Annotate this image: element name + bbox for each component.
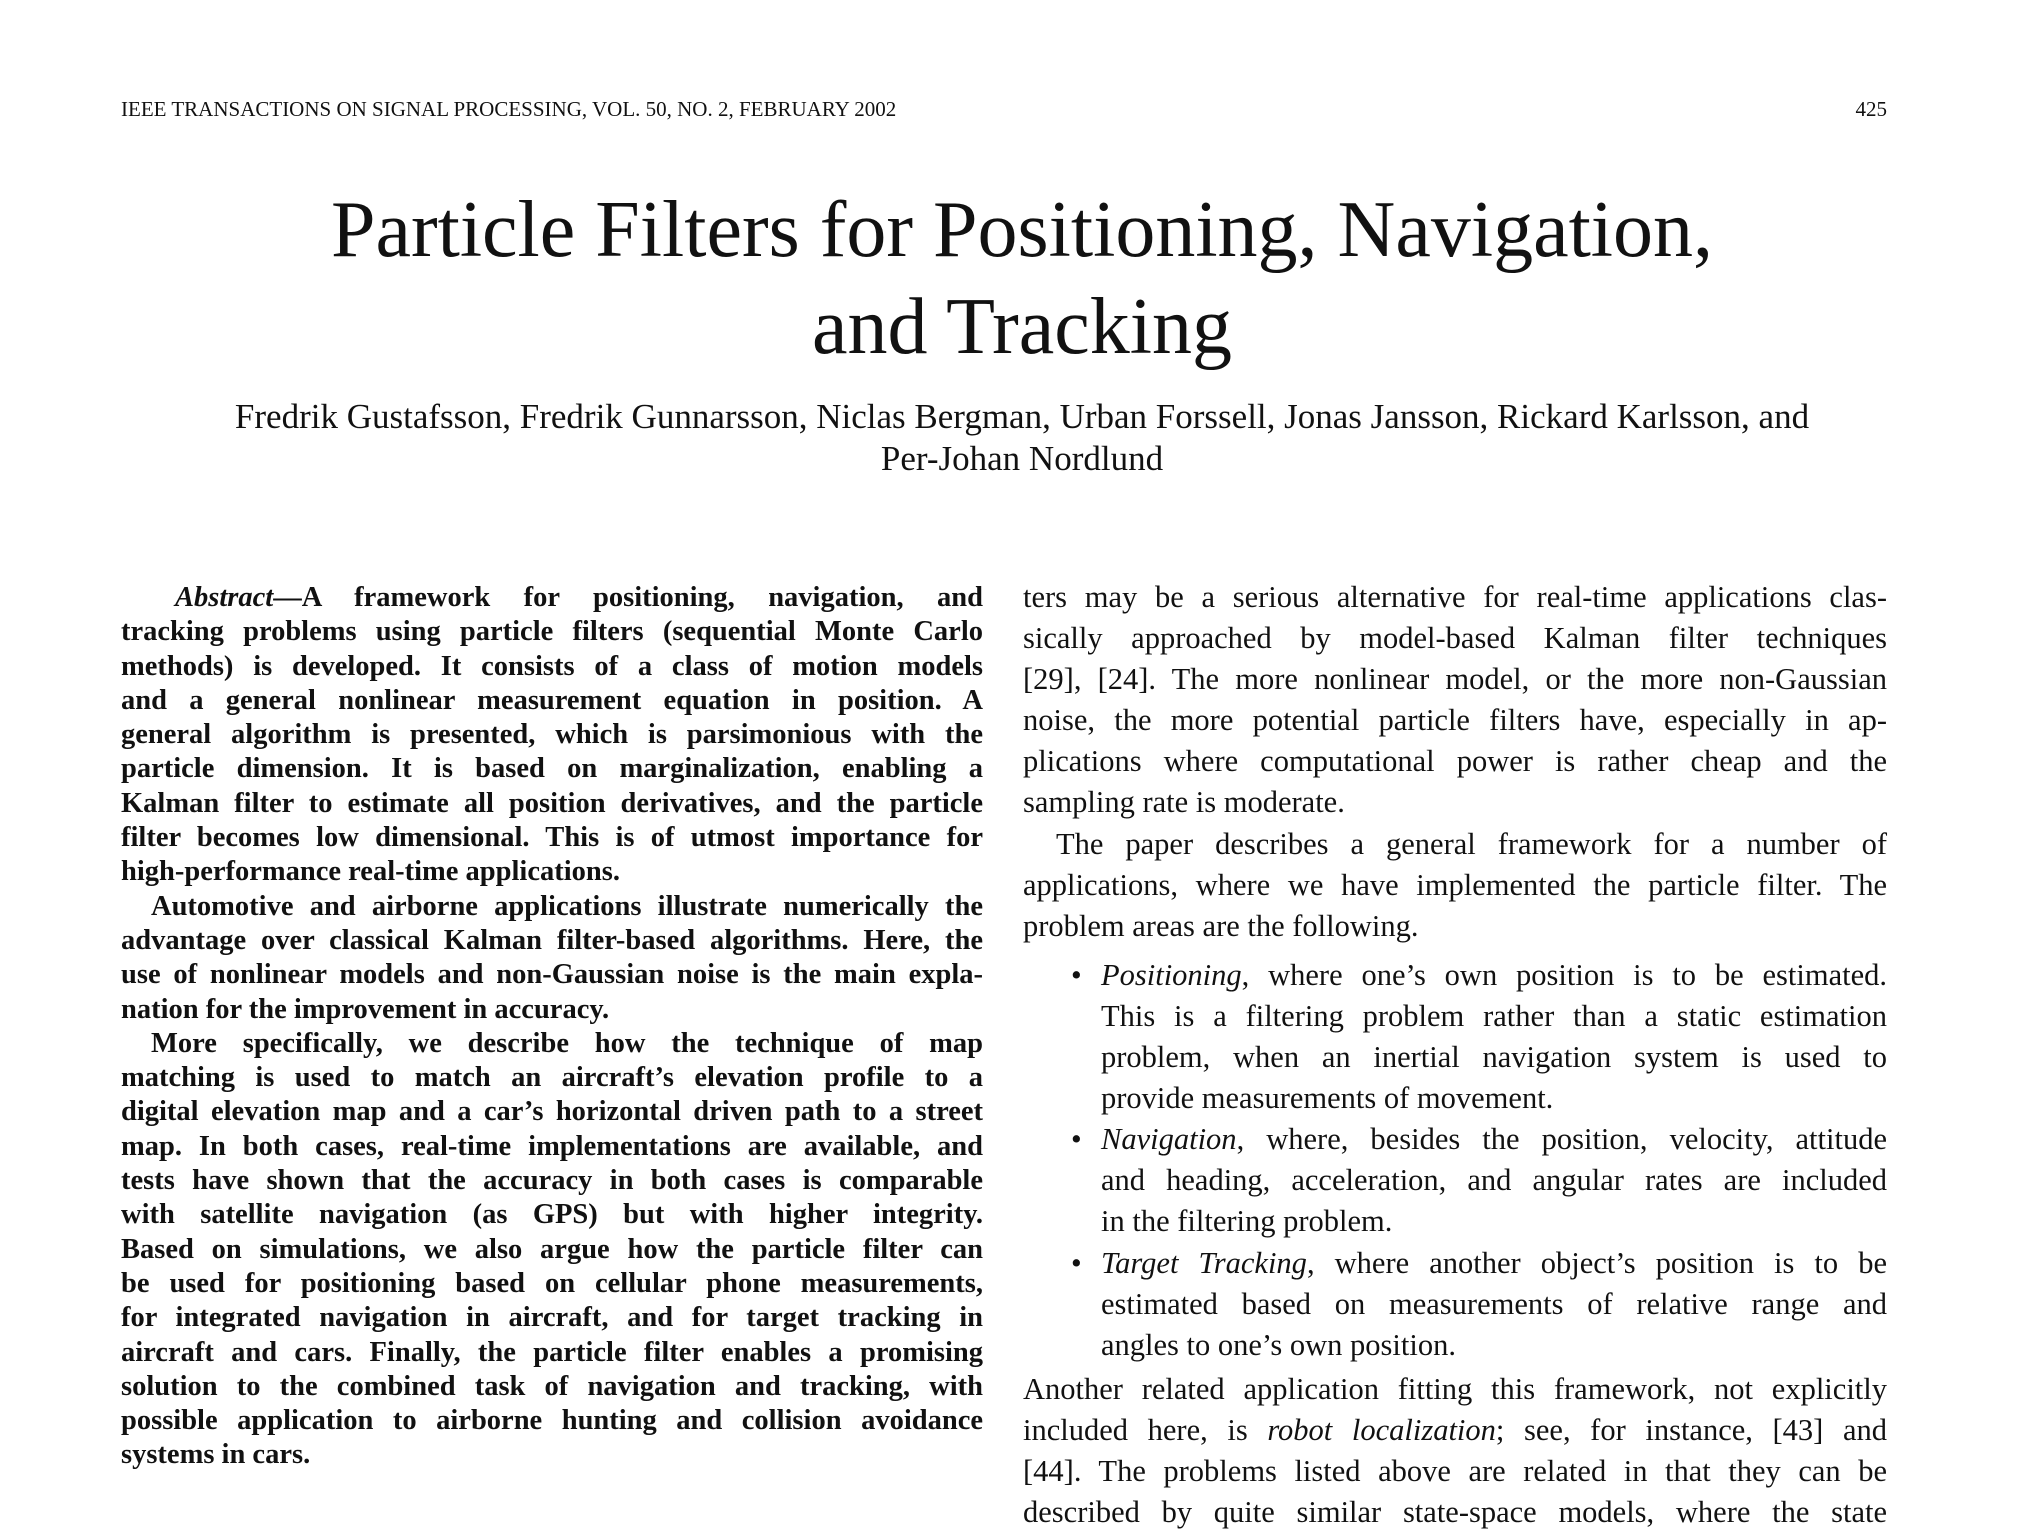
text-run: possible application to airborne hunting and collision avoidance	[121, 1405, 983, 1437]
text-run: tests have shown that the accuracy in both cases is comparable	[121, 1165, 983, 1197]
text-run: noise, the more potential particle filters have, especially in ap-	[1023, 703, 1887, 738]
abstract-paragraph	[121, 581, 983, 890]
text-line	[1023, 741, 1887, 782]
bullet-icon: •	[1071, 957, 1082, 992]
italic-text: Positioning	[1101, 957, 1242, 992]
text-run: sampling rate is moderate.	[1023, 785, 1345, 820]
text-line	[121, 1336, 983, 1370]
text-run: [44]. The problems listed above are related in that they can be	[1023, 1453, 1887, 1488]
text-line	[121, 581, 983, 615]
text-run: high-performance real-time applications.	[121, 856, 620, 888]
text-run: , where one’s own position is to be estimated.	[1241, 957, 1887, 992]
abstract-column	[121, 581, 983, 1473]
title-line: Particle Filters for Positioning, Navigation,	[330, 186, 1714, 274]
running-header	[121, 97, 1887, 122]
text-line	[1023, 1410, 1887, 1451]
text-line	[1023, 1369, 1887, 1410]
text-run: systems in cars.	[121, 1439, 311, 1471]
text-run: ters may be a serious alternative for real-time applications clas-	[1023, 580, 1887, 614]
text-line	[121, 1095, 983, 1129]
text-line	[121, 1198, 983, 1232]
text-run: solution to the combined task of navigation and tracking, with	[121, 1370, 983, 1402]
text-line	[1101, 1243, 1887, 1284]
text-line	[121, 1267, 983, 1301]
text-line	[1023, 865, 1887, 906]
text-line	[121, 1438, 983, 1472]
text-line	[1101, 1160, 1887, 1201]
bullet-list	[1023, 955, 1887, 1366]
text-line	[121, 821, 983, 855]
text-run: problem, when an inertial navigation system is used to	[1101, 1040, 1887, 1075]
text-line	[1101, 1325, 1887, 1366]
body-paragraph	[1023, 1369, 1887, 1533]
italic-text: robot localization	[1267, 1412, 1496, 1447]
bullet-item	[1023, 955, 1887, 1119]
author-line: Per-Johan Nordlund	[880, 439, 1164, 478]
text-run: aircraft and cars. Finally, the particle filter enables a promising	[121, 1336, 983, 1368]
text-run: methods) is developed. It consists of a class of motion models	[121, 650, 983, 682]
text-line	[121, 993, 983, 1027]
body-paragraph	[1023, 824, 1887, 947]
italic-text: Navigation	[1101, 1122, 1237, 1157]
text-run: be used for positioning based on cellular phone measurements,	[121, 1267, 983, 1299]
bullet-text	[1101, 1119, 1887, 1242]
text-line	[121, 1301, 983, 1335]
text-run: advantage over classical Kalman filter-based algorithms. Here, the	[121, 924, 983, 956]
author-line: Fredrik Gustafsson, Fredrik Gunnarsson, Niclas Bergman, Urban Forssell, Jonas Jansson, Rickard Karlsson, and	[234, 397, 1810, 436]
text-run: included here, is	[1023, 1412, 1268, 1447]
bullet-text	[1101, 955, 1887, 1119]
bullet-item	[1023, 1243, 1887, 1366]
text-line	[1023, 577, 1887, 618]
text-line	[1101, 1201, 1887, 1242]
text-run: for integrated navigation in aircraft, and for target tracking in	[121, 1302, 983, 1334]
text-line	[1101, 996, 1887, 1037]
text-run: , where another object’s position is to be	[1306, 1245, 1888, 1280]
text-run: Based on simulations, we also argue how the particle filter can	[121, 1233, 983, 1265]
text-line	[121, 1404, 983, 1438]
text-run: plications where computational power is rather cheap and the	[1023, 744, 1887, 779]
text-line	[1101, 1037, 1887, 1078]
text-run: and a general nonlinear measurement equation in position. A	[121, 684, 983, 716]
page-number: 425	[1855, 97, 1887, 121]
bullet-item	[1023, 1119, 1887, 1242]
text-run: estimated based on measurements of relative range and	[1101, 1286, 1887, 1321]
text-run: ; see, for instance, [43] and	[1495, 1412, 1887, 1447]
text-run: The paper describes a general framework for a number of	[1056, 826, 1887, 861]
italic-text: Abstract	[175, 582, 274, 613]
text-run: problem areas are the following.	[1023, 908, 1419, 943]
text-run: filter becomes low dimensional. This is of utmost importance for	[121, 822, 983, 854]
text-run: More specifically, we describe how the technique of map	[151, 1027, 983, 1059]
title-line: and Tracking	[812, 283, 1232, 371]
paper-title	[0, 182, 2044, 376]
text-line	[121, 752, 983, 786]
italic-text: Target Tracking	[1101, 1245, 1307, 1280]
text-run: use of nonlinear models and non-Gaussian noise is the main expla-	[121, 959, 983, 991]
text-run: Automotive and airborne applications illustrate numerically the	[151, 890, 983, 922]
text-run: sically approached by model-based Kalman filter techniques	[1023, 621, 1887, 656]
text-run: in the filtering problem.	[1101, 1204, 1393, 1239]
body-paragraph	[1023, 577, 1887, 824]
text-run: digital elevation map and a car’s horizontal driven path to a street	[121, 1096, 983, 1128]
text-run: map. In both cases, real-time implementations are available, and	[121, 1130, 983, 1162]
text-line	[1023, 782, 1887, 823]
text-run: Kalman filter to estimate all position derivatives, and the particle	[121, 787, 983, 819]
bullet-text	[1101, 1243, 1887, 1366]
text-run: particle dimension. It is based on marginalization, enabling a	[121, 753, 983, 785]
text-line	[1101, 1284, 1887, 1325]
text-run: nation for the improvement in accuracy.	[121, 993, 610, 1025]
text-line	[121, 684, 983, 718]
text-line	[121, 718, 983, 752]
text-line	[1023, 700, 1887, 741]
abstract-paragraph	[121, 890, 983, 1027]
text-line	[121, 890, 983, 924]
body-column	[1023, 577, 1887, 1533]
text-line	[1101, 1119, 1887, 1160]
text-line	[121, 958, 983, 992]
text-line	[121, 1164, 983, 1198]
bullet-icon: •	[1071, 1245, 1082, 1280]
text-line	[1023, 1492, 1887, 1533]
text-run: , where, besides the position, velocity, attitude	[1236, 1122, 1887, 1157]
text-line	[121, 855, 983, 889]
text-run: with satellite navigation (as GPS) but with higher integrity.	[121, 1199, 983, 1231]
text-line	[121, 1233, 983, 1267]
text-line	[1101, 1078, 1887, 1119]
text-line	[121, 650, 983, 684]
text-run: [29], [24]. The more nonlinear model, or the more non-Gaussian	[1023, 662, 1887, 697]
text-line	[1023, 824, 1887, 865]
text-run: Another related application fitting this framework, not explicitly	[1023, 1371, 1887, 1406]
journal-citation: IEEE TRANSACTIONS ON SIGNAL PROCESSING, VOL. 50, NO. 2, FEBRUARY 2002	[121, 97, 897, 121]
text-line	[1023, 1451, 1887, 1492]
text-run: tracking problems using particle filters (sequential Monte Carlo	[121, 616, 983, 648]
text-run: applications, where we have implemented the particle filter. The	[1023, 867, 1887, 902]
text-run: described by quite similar state-space models, where the state	[1023, 1495, 1887, 1530]
author-list	[0, 396, 2044, 480]
text-run: matching is used to match an aircraft’s elevation profile to a	[121, 1062, 983, 1094]
text-run: angles to one’s own position.	[1101, 1327, 1456, 1362]
text-line	[121, 1130, 983, 1164]
text-line	[121, 787, 983, 821]
abstract-paragraph	[121, 1027, 983, 1473]
text-line	[1023, 906, 1887, 947]
text-line	[121, 615, 983, 649]
text-line	[1023, 659, 1887, 700]
text-run: and heading, acceleration, and angular rates are included	[1101, 1163, 1887, 1198]
text-line	[121, 1027, 983, 1061]
text-line	[121, 1061, 983, 1095]
text-line	[1101, 955, 1887, 996]
text-run: This is a filtering problem rather than a static estimation	[1101, 998, 1887, 1033]
text-line	[1023, 618, 1887, 659]
text-line	[121, 1370, 983, 1404]
text-run: general algorithm is presented, which is parsimonious with the	[121, 719, 983, 751]
text-run: provide measurements of movement.	[1101, 1081, 1554, 1116]
bullet-icon: •	[1071, 1122, 1082, 1157]
text-run: —A framework for positioning, navigation, and	[273, 582, 983, 613]
text-line	[121, 924, 983, 958]
